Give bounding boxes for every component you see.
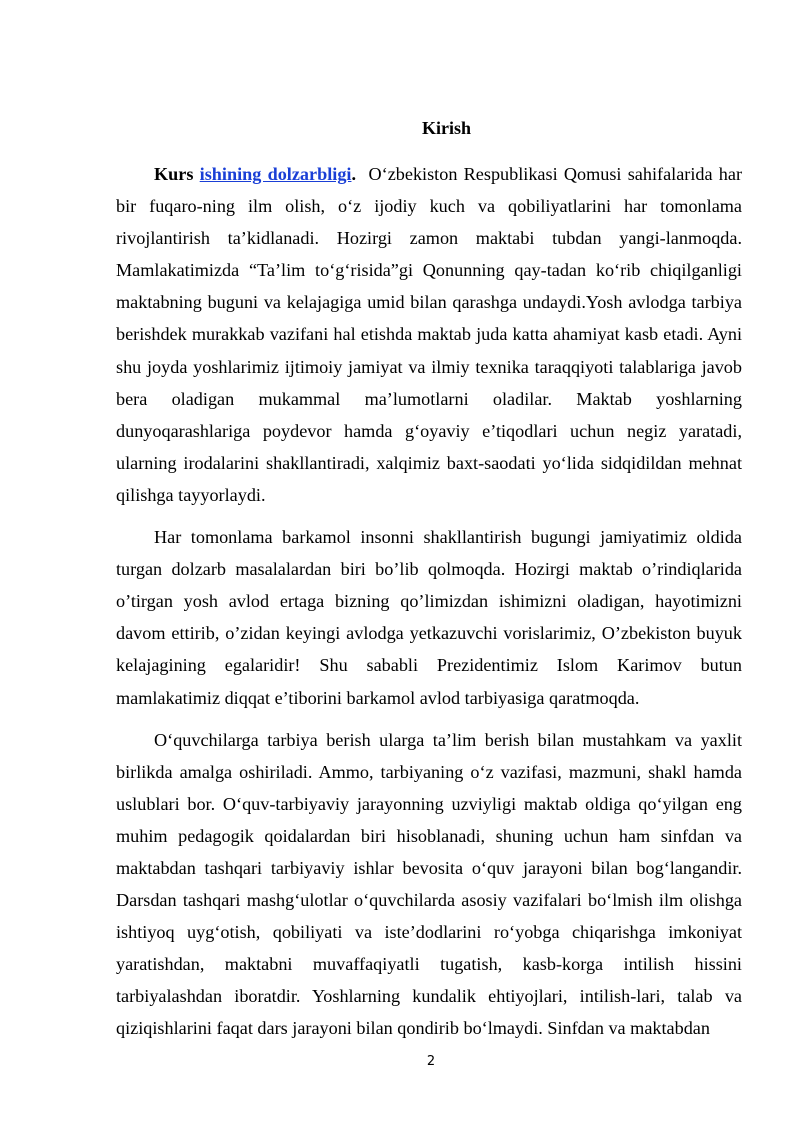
document-body bbox=[116, 158, 742, 1045]
paragraph-intro-text: O‘zbekiston Respublikasi Qomusi sahifalarida har bir fuqaro-ning ilm olish, o‘z ijodiy kuch va qobiliyatlarini har tomonlama rivojlantirish ta’kidlanadi. Hozirgi zamon maktabi tubdan yangi-lanmoqda. Mamlakatimizda “Ta’lim to‘g‘risida”gi Qonunning qay-tadan ko‘rib chiqilganligi maktabning buguni va kelajagiga umid bilan qarashga undaydi.Yosh avlodga tarbiya berishdek murakkab vazifani hal etishda maktab juda katta ahamiyat kasb etadi. Ayni shu joyda yoshlarimiz ijtimoiy jamiyat va ilmiy texnika taraqqiyoti talablariga javob bera oladigan mukammal ma’lumotlarni oladilar. Maktab yoshlarning dunyoqarashlariga poydevor hamda g‘oyaviy e’tiqodlari uchun negiz yaratadi, ularning irodalarini shakllantiradi, xalqimiz baxt-saodati yo‘lida sidqidildan mehnat qilishga tayyorlaydi. bbox=[116, 164, 743, 505]
lead-word: Kurs bbox=[154, 164, 194, 184]
paragraph-intro bbox=[116, 158, 742, 511]
lead-period: . bbox=[351, 164, 357, 184]
paragraph-third: O‘quvchilarga tarbiya berish ularga ta’lim berish bilan mustahkam va yaxlit birlikda amalga oshiriladi. Ammo, tarbiyaning o‘z vazifasi, mazmuni, shakl hamda uslublari bor. O‘quv-tarbiyaviy jarayonning uzviyligi maktab oldiga qo‘yilgan eng muhim pedagogik qoidalardan biri hisoblanadi, shuning uchun ham sinfdan va maktabdan tashqari tarbiyaviy ishlar bevosita o‘quv jarayoni bilan bog‘langandir. Darsdan tashqari mashg‘ulotlar o‘quvchilarda asosiy vazifalari bo‘lmish ilm olishga ishtiyoq uyg‘otish, qobiliyati va iste’dodlarini ro‘yobga chiqarishga imkoniyat yaratishdan, maktabni muvaffaqiyatli tugatish, kasb-korga intilish hissini tarbiyalashdan iboratdir. Yoshlarning kundalik ehtiyojlari, intilish-lari, talab va qiziqishlarini faqat dars jarayoni bilan qondirib bo‘lmaydi. Sinfdan va maktabdan bbox=[116, 729, 742, 1039]
topic-relevance-link[interactable]: ishining dolzarbligi bbox=[199, 164, 352, 184]
page-number: 2 bbox=[426, 1054, 436, 1069]
section-title: Kirish bbox=[421, 118, 471, 138]
paragraph-second: Har tomonlama barkamol insonni shakllantirish bugungi jamiyatimiz oldida turgan dolzarb masalalardan biri bo’lib qolmoqda. Hozirgi maktab o’rindiqlarida o’tirgan yosh avlod ertaga bizning qo’limizdan ishimizni oladigan, hayotimizni davom ettirib, o’zidan keyingi avlodga yetkazuvchi vorislarimiz, O’zbekiston buyuk kelajagining egalaridir! Shu sababli Prezidentimiz Islom Karimov butun mamlakatimiz diqqat e’tiborini barkamol avlod tarbiyasiga qaratmoqda. bbox=[116, 527, 742, 708]
